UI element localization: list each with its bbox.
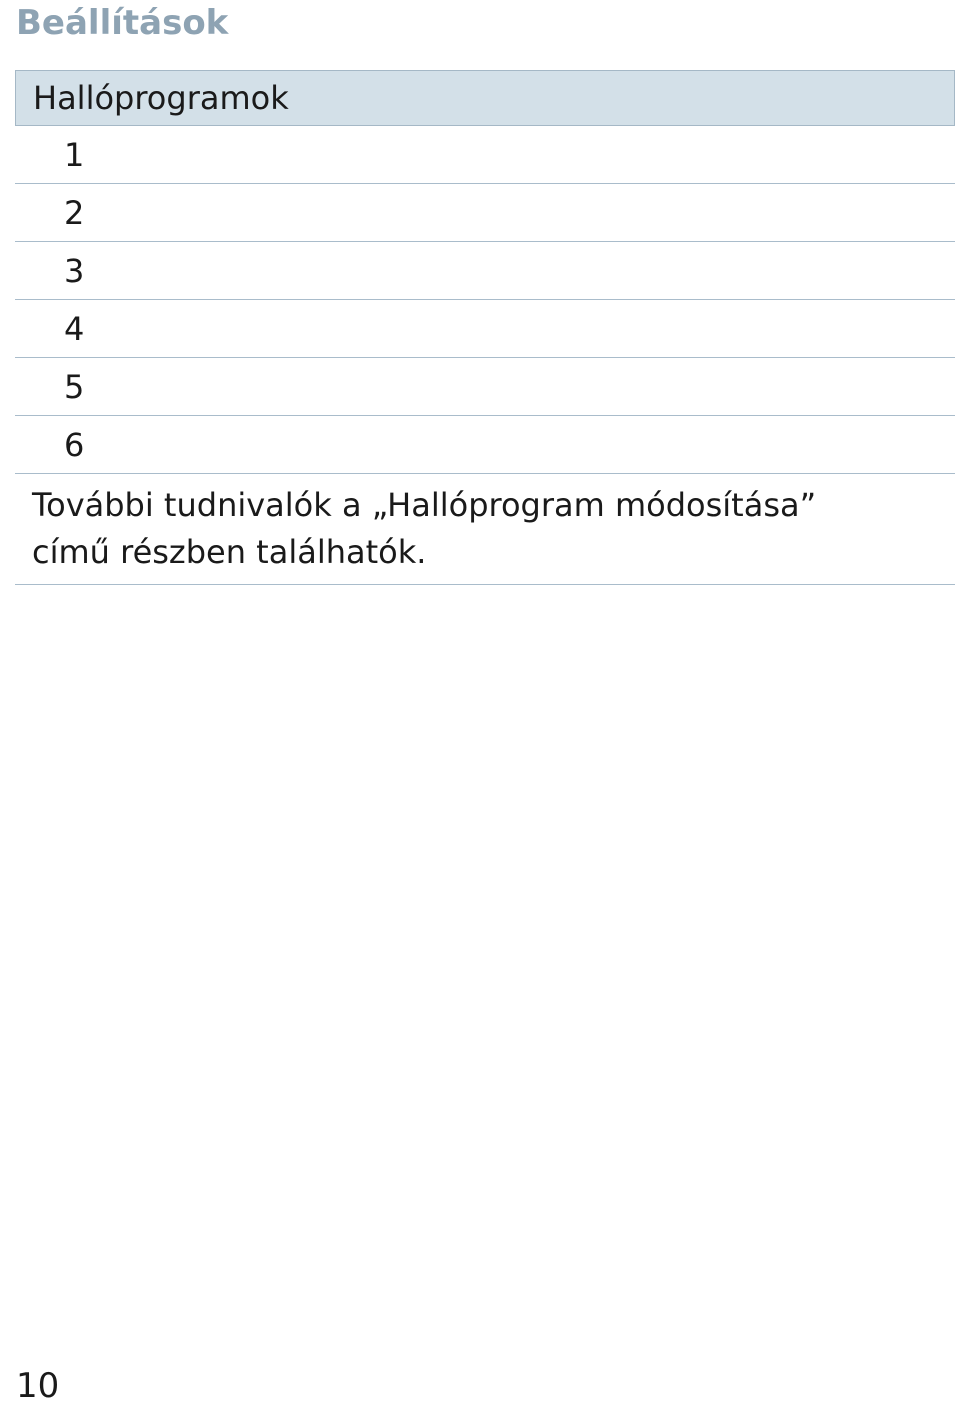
page-number: 10 bbox=[16, 1366, 60, 1406]
table-row: 3 bbox=[15, 242, 955, 300]
table-note: További tudnivalók a „Hallóprogram módosítása” című részben találhatók. bbox=[15, 474, 955, 585]
section-title: Beállítások bbox=[16, 3, 229, 43]
table-row: 4 bbox=[15, 300, 955, 358]
table-row: 2 bbox=[15, 184, 955, 242]
hearing-programs-table bbox=[15, 70, 955, 585]
table-row: 6 bbox=[15, 416, 955, 474]
table-header: Hallóprogramok bbox=[15, 70, 955, 126]
table-row: 1 bbox=[15, 126, 955, 184]
table-row: 5 bbox=[15, 358, 955, 416]
